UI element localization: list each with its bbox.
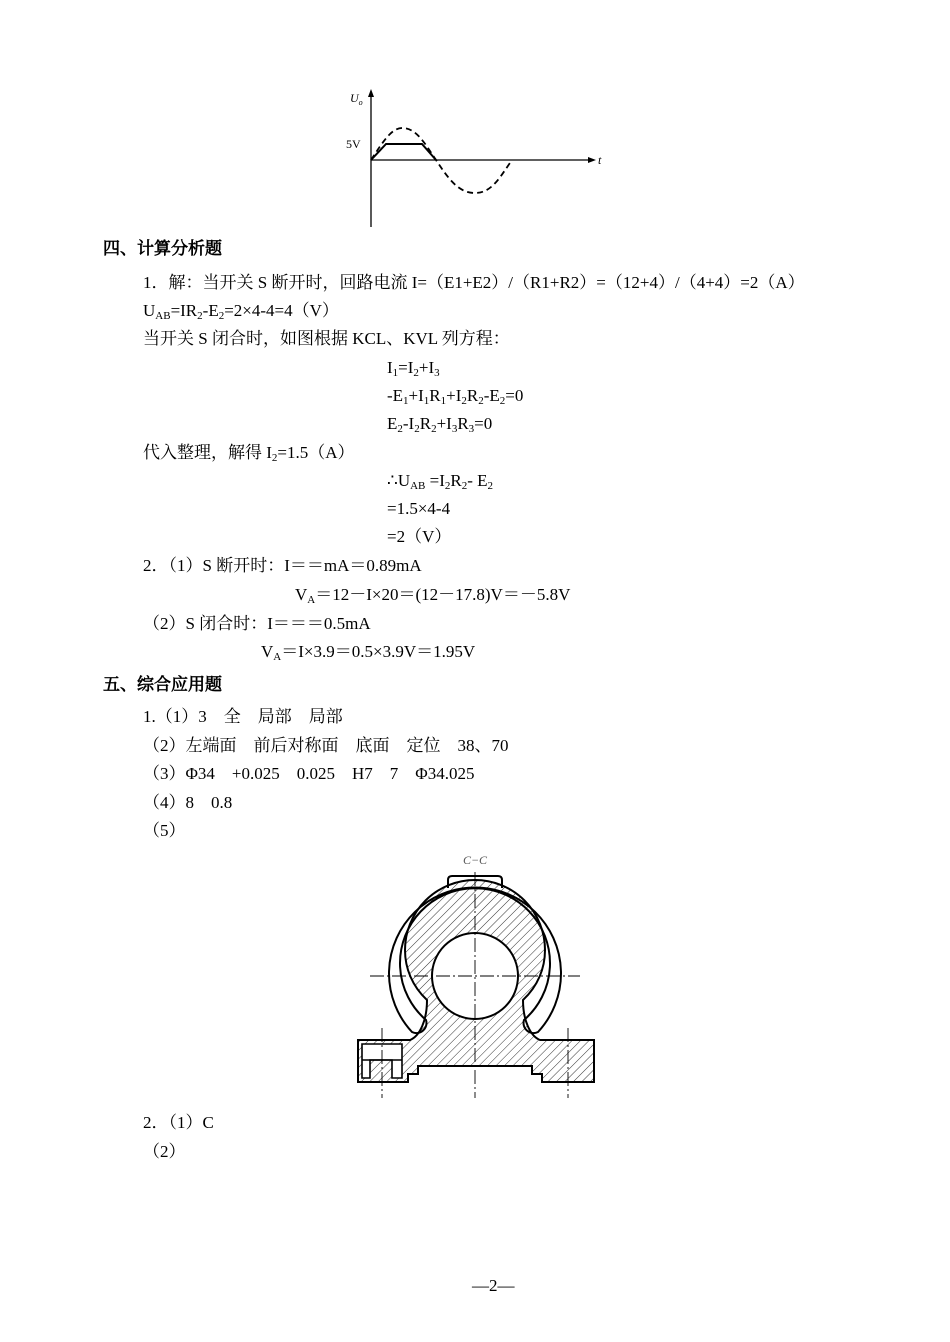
q1-result1: $\therefore U_{AB} =I_2R_2-$ $E_2$ — [387, 471, 494, 492]
section4-heading: 四、计算分析题 — [103, 239, 222, 259]
t-axis-label: t — [598, 153, 602, 167]
q2-va2: $V_A=I\times 3.9=0.5\times 3.9V=1.95V$ — [261, 642, 476, 663]
section-label: C−C — [462, 853, 488, 867]
q1-line3: 当开关 S 闭合时，如图根据 KCL、KVL 列方程： — [143, 329, 510, 348]
section-view-drawing — [340, 848, 610, 1104]
q2-va1: $V_A=12-I\times 20=(12-17.8)V=-5.8V$ — [295, 585, 571, 606]
s5-q2-line1: 2．（1）C — [143, 1113, 214, 1132]
q1-result2: =1.5×4-4 — [387, 499, 451, 518]
clipped-solid — [371, 144, 436, 160]
y-axis-label: $U_o$ — [350, 91, 363, 107]
q1-eq2: $-E_1+I_1R_1+I_2R_2-E_2=0$ — [387, 386, 524, 407]
s5-q1-line4: （4）8 0.8 — [143, 793, 233, 812]
q2-line1: 2．（1）S 断开时：I＝＝mA＝0.89mA — [143, 556, 422, 575]
s5-q2-line2: （2） — [143, 1142, 186, 1161]
q1-uab: $U_{AB}=IR_2-E_2=2\times 4-4=4(V)$ — [143, 301, 339, 322]
q1-eq1: $I_1=I_2+I_3$ — [387, 358, 440, 379]
level-label: 5V — [346, 137, 361, 151]
q1-eq3: $E_2-I_2R_2+I_3R_3=0$ — [387, 414, 493, 435]
section5-heading: 五、综合应用题 — [103, 675, 222, 695]
q1-line1: 1．解：当开关 S 断开时，回路电流 I=（E1+E2）/（R1+R2）=（12+4）/（4+4）=2（A） — [143, 273, 805, 292]
s5-q1-line3: （3）Φ34 +0.025 0.025 H7 7 Φ34.025 — [143, 764, 475, 783]
s5-q1-line5: （5） — [143, 821, 186, 840]
waveform-figure — [340, 85, 620, 235]
q1-substitution: 代入整理，解得 $I_2=1.5(A)$ — [143, 443, 355, 464]
s5-q1-line2: （2）左端面 前后对称面 底面 定位 38、70 — [143, 736, 509, 755]
page-number: —2— — [472, 1276, 515, 1295]
q1-result3: =2（V） — [387, 527, 452, 546]
q2-line3: （2）S 闭合时：I＝＝＝0.5mA — [143, 614, 371, 633]
s5-q1-line1: 1.（1）3 全 局部 局部 — [143, 707, 343, 726]
